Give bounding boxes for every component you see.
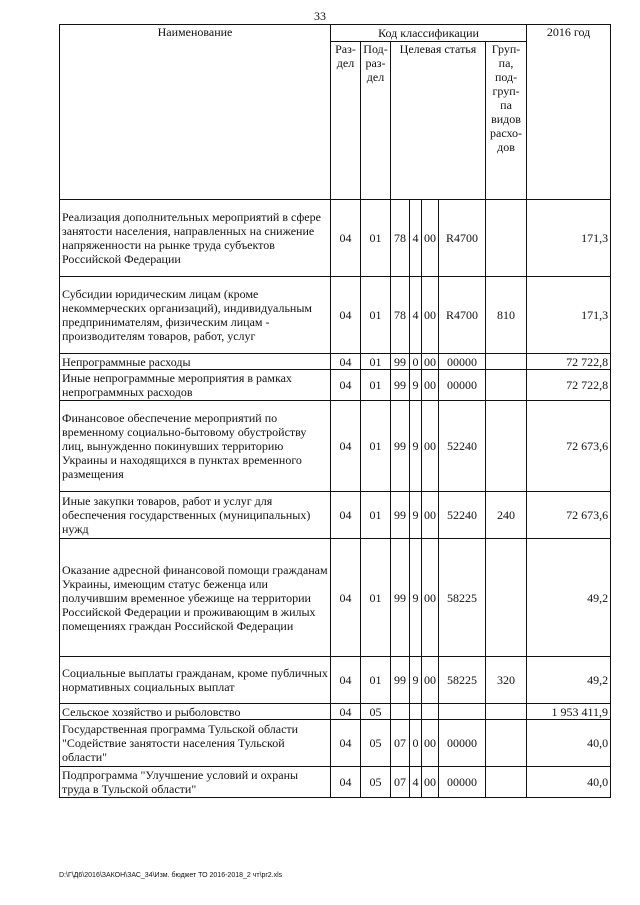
row-target-main-event: 00	[422, 657, 439, 704]
row-target-main-event: 00	[422, 767, 439, 798]
row-expense-type	[486, 370, 527, 401]
table-row	[60, 200, 611, 277]
row-target-program: 78	[391, 200, 410, 277]
table-row	[60, 767, 611, 798]
row-razdel: 04	[331, 704, 361, 720]
row-podrazdel: 01	[361, 401, 391, 492]
header-section: Раз- дел	[331, 42, 361, 200]
row-expense-type	[486, 767, 527, 798]
table-row	[60, 354, 611, 370]
row-target-direction: 58225	[439, 539, 486, 657]
table-row	[60, 277, 611, 354]
row-podrazdel: 05	[361, 704, 391, 720]
table-row	[60, 704, 611, 720]
row-razdel: 04	[331, 492, 361, 539]
row-podrazdel: 01	[361, 657, 391, 704]
header-name: Наименование	[60, 25, 331, 200]
row-podrazdel: 05	[361, 720, 391, 767]
row-target-program: 99	[391, 370, 410, 401]
table-row	[60, 720, 611, 767]
row-target-program	[391, 704, 410, 720]
row-target-main-event: 00	[422, 401, 439, 492]
row-name: Непрограммные расходы	[60, 354, 331, 370]
row-name: Государственная программа Тульской области "Содействие занятости населения Тульской области"	[60, 720, 331, 767]
row-amount: 72 722,8	[527, 370, 611, 401]
row-amount: 171,3	[527, 277, 611, 354]
row-target-program: 99	[391, 354, 410, 370]
page-number: 33	[314, 9, 326, 23]
row-name: Сельское хозяйство и рыболовство	[60, 704, 331, 720]
row-razdel: 04	[331, 370, 361, 401]
row-target-main-event: 00	[422, 354, 439, 370]
row-target-subprogram: 9	[410, 539, 422, 657]
row-target-program: 07	[391, 720, 410, 767]
row-target-main-event: 00	[422, 492, 439, 539]
row-target-program: 78	[391, 277, 410, 354]
row-target-program: 99	[391, 539, 410, 657]
row-expense-type	[486, 354, 527, 370]
row-target-main-event: 00	[422, 200, 439, 277]
header-target: Целевая статья	[391, 42, 486, 200]
row-target-subprogram: 4	[410, 277, 422, 354]
row-target-main-event: 00	[422, 720, 439, 767]
row-podrazdel: 01	[361, 354, 391, 370]
row-target-subprogram: 9	[410, 492, 422, 539]
row-amount: 49,2	[527, 657, 611, 704]
row-podrazdel: 01	[361, 492, 391, 539]
row-target-subprogram: 9	[410, 657, 422, 704]
row-expense-type	[486, 200, 527, 277]
budget-table	[59, 24, 611, 798]
row-name: Социальные выплаты гражданам, кроме публичных нормативных социальных выплат	[60, 657, 331, 704]
table-row	[60, 539, 611, 657]
row-amount: 40,0	[527, 767, 611, 798]
row-target-main-event: 00	[422, 370, 439, 401]
row-target-direction	[439, 704, 486, 720]
row-target-direction: 52240	[439, 401, 486, 492]
row-name: Подпрограмма "Улучшение условий и охраны труда в Тульской области"	[60, 767, 331, 798]
row-target-direction: 52240	[439, 492, 486, 539]
row-amount: 1 953 411,9	[527, 704, 611, 720]
table-row	[60, 657, 611, 704]
row-target-direction: 00000	[439, 354, 486, 370]
table-row	[60, 370, 611, 401]
row-target-subprogram: 4	[410, 200, 422, 277]
row-podrazdel: 05	[361, 767, 391, 798]
row-target-direction: R4700	[439, 277, 486, 354]
row-target-main-event	[422, 704, 439, 720]
row-podrazdel: 01	[361, 200, 391, 277]
row-razdel: 04	[331, 277, 361, 354]
row-expense-type: 810	[486, 277, 527, 354]
row-razdel: 04	[331, 539, 361, 657]
row-target-program: 99	[391, 492, 410, 539]
row-target-program: 99	[391, 657, 410, 704]
row-amount: 72 673,6	[527, 401, 611, 492]
row-target-subprogram: 0	[410, 354, 422, 370]
row-target-direction: R4700	[439, 200, 486, 277]
header-subsection: Под- раз- дел	[361, 42, 391, 200]
row-expense-type	[486, 401, 527, 492]
row-name: Реализация дополнительных мероприятий в сфере занятости населения, направленных на снижение напряженности на рынке труда субъектов Российской Федерации	[60, 200, 331, 277]
row-target-subprogram: 0	[410, 720, 422, 767]
file-path-footer: D:\Г\Д6\2016\ЗАКОН\ЗАС_34\Изм. бюджет ТО 2016-2018_2 чт\pr2.xls	[59, 872, 283, 879]
header-group: Груп- па, под- груп- па видов расхо- дов	[486, 42, 527, 200]
row-name: Иные непрограммные мероприятия в рамках непрограммных расходов	[60, 370, 331, 401]
row-amount: 49,2	[527, 539, 611, 657]
row-name: Иные закупки товаров, работ и услуг для обеспечения государственных (муниципальных) нужд	[60, 492, 331, 539]
row-target-direction: 00000	[439, 720, 486, 767]
header-year: 2016 год	[527, 25, 611, 200]
row-podrazdel: 01	[361, 370, 391, 401]
row-expense-type	[486, 704, 527, 720]
header-code: Код классификации	[331, 25, 527, 42]
row-target-subprogram	[410, 704, 422, 720]
row-amount: 72 673,6	[527, 492, 611, 539]
row-target-program: 99	[391, 401, 410, 492]
row-target-program: 07	[391, 767, 410, 798]
row-razdel: 04	[331, 720, 361, 767]
row-target-direction: 00000	[439, 370, 486, 401]
row-podrazdel: 01	[361, 539, 391, 657]
row-name: Финансовое обеспечение мероприятий по временному социально-бытовому обустройству лиц, вынужденно покинувших территорию Украины и находящихся в пунктах временного размещения	[60, 401, 331, 492]
row-target-main-event: 00	[422, 539, 439, 657]
table-row	[60, 492, 611, 539]
row-expense-type: 240	[486, 492, 527, 539]
row-amount: 40,0	[527, 720, 611, 767]
row-target-subprogram: 9	[410, 370, 422, 401]
row-target-subprogram: 4	[410, 767, 422, 798]
row-target-direction: 00000	[439, 767, 486, 798]
row-razdel: 04	[331, 657, 361, 704]
row-expense-type: 320	[486, 657, 527, 704]
row-target-subprogram: 9	[410, 401, 422, 492]
row-podrazdel: 01	[361, 277, 391, 354]
row-razdel: 04	[331, 354, 361, 370]
row-razdel: 04	[331, 401, 361, 492]
row-target-direction: 58225	[439, 657, 486, 704]
row-amount: 171,3	[527, 200, 611, 277]
row-name: Субсидии юридическим лицам (кроме некоммерческих организаций), индивидуальным предпринимателям, физическим лицам - производителям товаров, работ, услуг	[60, 277, 331, 354]
row-expense-type	[486, 720, 527, 767]
table-row	[60, 401, 611, 492]
row-amount: 72 722,8	[527, 354, 611, 370]
row-target-main-event: 00	[422, 277, 439, 354]
row-razdel: 04	[331, 200, 361, 277]
row-razdel: 04	[331, 767, 361, 798]
row-expense-type	[486, 539, 527, 657]
row-name: Оказание адресной финансовой помощи гражданам Украины, имеющим статус беженца или получившим временное убежище на территории Российской Федерации и проживающим в жилых помещениях граждан Российской Федерации	[60, 539, 331, 657]
